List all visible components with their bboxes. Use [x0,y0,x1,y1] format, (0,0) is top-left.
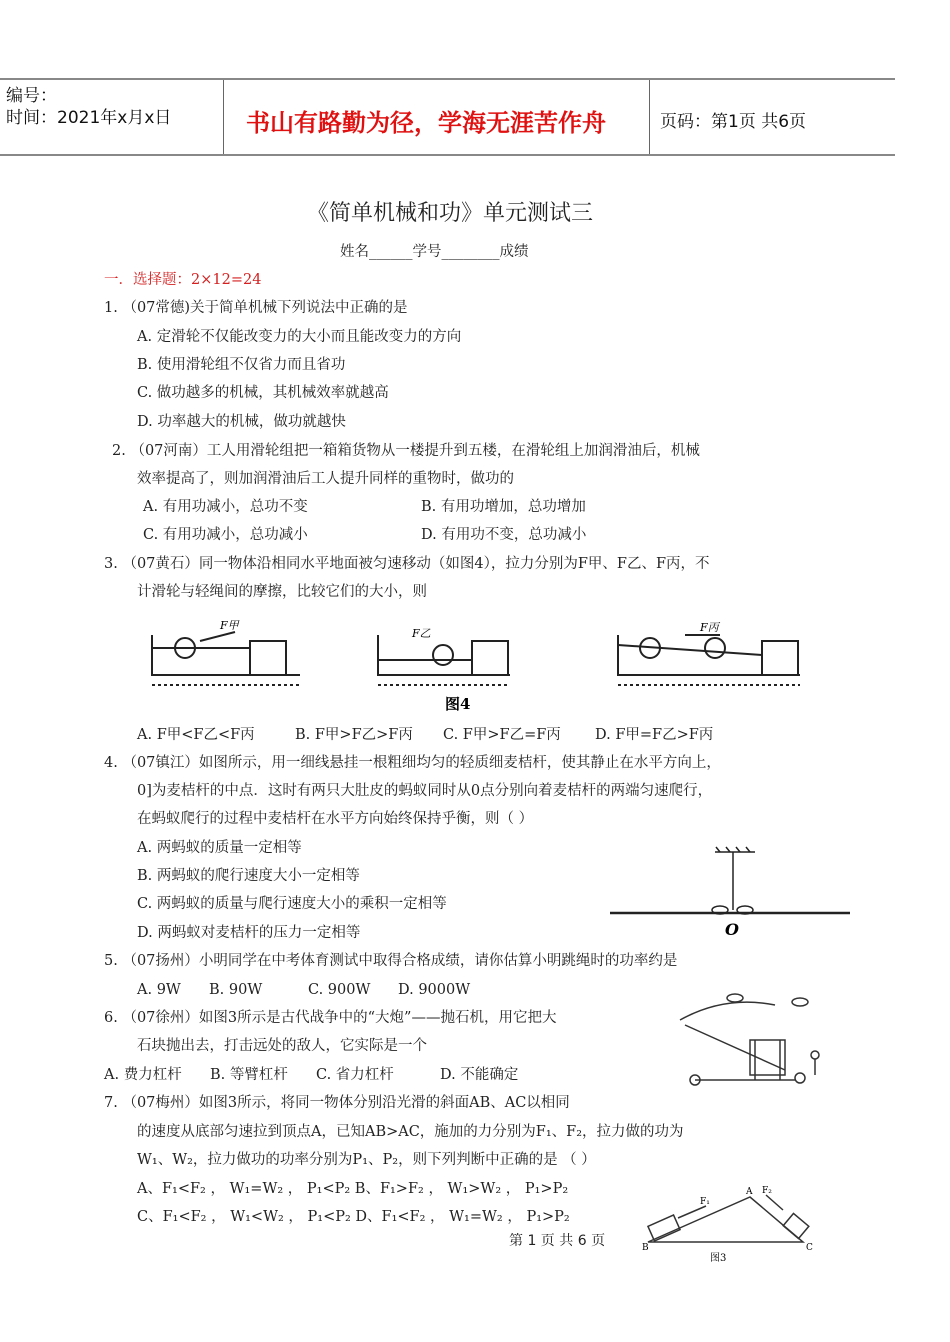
question-4-cont: 在蚂蚁爬行的过程中麦桔杆在水平方向始终保持乎衡，则（ ） [137,811,534,827]
question-2: 2. （07河南）工人用滑轮组把一箱箱货物从一楼提升到五楼，在滑轮组上加润滑油后，机械 [112,443,700,459]
q6-option-b: B. 等臂杠杆 [210,1067,288,1083]
student-line: 姓名______学号________成绩 [340,244,529,260]
q4-option-d: D. 两蚂蚁对麦桔杆的压力一定相等 [137,925,361,941]
header-divider [649,80,650,154]
fig4-label-jia: F甲 [220,619,239,632]
q3-option-b: B. F甲>F乙>F丙 [295,727,413,743]
q7-options-cd: C、F₁<F₂ ， W₁<W₂ ， P₁<P₂ D、F₁<F₂ ， W₁=W₂ ， P₁>P₂ [137,1209,570,1225]
q4-option-a: A. 两蚂蚁的质量一定相等 [137,840,302,856]
q1-option-b: B. 使用滑轮组不仅省力而且省功 [137,357,346,373]
fig3-label-c: C [806,1243,813,1253]
fig3-label-b: B [642,1243,649,1253]
fig-label-o: O [725,920,739,939]
doc-number-label: 编号： [6,86,57,106]
question-6: 6. （07徐州）如图3所示是古代战争中的“大炮”——抛石机，用它把大 [104,1010,557,1026]
q5-option-b: B. 90W [209,982,263,998]
q2-option-a: A. 有用功减小，总功不变 [143,499,308,515]
question-2-cont: 效率提高了，则加润滑油后工人提升同样的重物时，做功的 [137,471,514,487]
q3-option-a: A. F甲<F乙<F丙 [137,727,255,743]
figure-4-pulleys [140,615,810,715]
figure-trebuchet [665,990,845,1090]
q7-options-ab: A、F₁<F₂ ， W₁=W₂ ， P₁<P₂ B、F₁>F₂ ， W₁>W₂ ， P₁>P₂ [137,1181,569,1197]
q2-option-c: C. 有用功减小，总功减小 [143,527,308,543]
q2-option-d: D. 有用功不变，总功减小 [421,527,587,543]
fig3-caption: 图3 [710,1253,727,1264]
q1-option-c: C. 做功越多的机械，其机械效率就越高 [137,385,389,401]
fig4-caption: 图4 [445,695,471,713]
q4-option-c: C. 两蚂蚁的质量与爬行速度大小的乘积一定相等 [137,896,447,912]
page-footer: 第 1 页 共 6 页 [509,1233,606,1249]
question-3: 3. （07黄石）同一物体沿相同水平地面被匀速移动（如图4），拉力分别为F甲、F乙、F丙，不 [104,556,710,572]
header-divider [223,80,224,154]
fig3-label-a: A [746,1187,753,1197]
figure-straw-balance [605,840,855,940]
page-title: 《简单机械和功》单元测试三 [306,201,593,226]
question-5: 5. （07扬州）小明同学在中考体育测试中取得合格成绩，请你估算小明跳绳时的功率约是 [104,953,678,969]
fig4-label-bing: F丙 [700,621,719,634]
fig3-label-f1: F₁ [700,1197,710,1207]
q2-option-b: B. 有用功增加，总功增加 [421,499,586,515]
q3-option-d: D. F甲=F乙>F丙 [595,727,714,743]
q5-option-d: D. 9000W [398,982,471,998]
q5-option-a: A. 9W [137,982,181,998]
question-7-cont: 的速度从底部匀速拉到顶点A，已知AB>AC，施加的力分别为F₁、F₂，拉力做的功为 [137,1124,684,1140]
question-3-cont: 计滑轮与轻绳间的摩擦，比较它们的大小，则 [137,584,427,600]
header-top-rule [0,78,895,80]
page-info: 页码：第1页 共6页 [660,112,807,132]
fig3-label-f2: F₂ [762,1186,772,1196]
question-6-cont: 石块抛出去，打击远处的敌人，它实际是一个 [137,1038,427,1054]
q6-option-a: A. 费力杠杆 [104,1067,182,1083]
question-4-cont: 0]为麦桔杆的中点．这时有两只大肚皮的蚂蚁同时从0点分别向着麦桔杆的两端匀速爬行， [137,783,713,799]
header-bottom-rule [0,154,895,156]
question-4: 4. （07镇江）如图所示，用一细线悬挂一根粗细均匀的轻质细麦桔杆，使其静止在水平方向上， [104,755,721,771]
q3-option-c: C. F甲>F乙=F丙 [443,727,561,743]
fig4-label-yi: F乙 [412,627,431,640]
question-1: 1. （07常德)关于简单机械下列说法中正确的是 [104,300,408,316]
q5-option-c: C. 900W [308,982,371,998]
header-motto: 书山有路勤为径，学海无涯苦作舟 [246,109,606,137]
q6-option-d: D. 不能确定 [440,1067,519,1083]
q1-option-a: A. 定滑轮不仅能改变力的大小而且能改变力的方向 [137,329,462,345]
q6-option-c: C. 省力杠杆 [316,1067,394,1083]
q4-option-b: B. 两蚂蚁的爬行速度大小一定相等 [137,868,360,884]
q1-option-d: D. 功率越大的机械，做功就越快 [137,414,346,430]
figure-3-incline [638,1180,828,1265]
doc-time-label: 时间：2021年x月x日 [6,108,172,128]
section-heading: 一．选择题：2×12=24 [104,272,262,288]
question-7-cont: W₁、W₂，拉力做功的功率分别为P₁、P₂，则下列判断中正确的是 （ ） [137,1152,596,1168]
question-7: 7. （07梅州）如图3所示，将同一物体分别沿光滑的斜面AB、AC以相同 [104,1095,570,1111]
